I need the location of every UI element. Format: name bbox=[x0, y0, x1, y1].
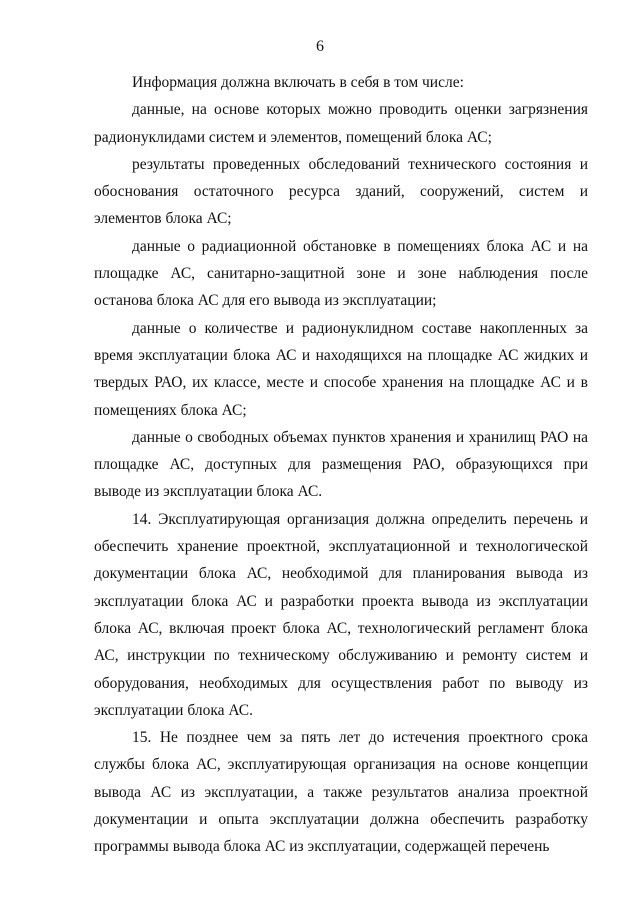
page-number: 6 bbox=[316, 38, 324, 55]
paragraph-clause-14: 14. Эксплуатирующая организация должна определить перечень и обеспечить хранение проектной, эксплуатационной и технологической документации блока АС, необходимой для планирования вывода из эксплуатации блока АС и разработки проекта вывода из эксплуатации блока АС, включая проект блока АС, технологический регламент блока АС, инструкции по техническому обслуживанию и ремонту систем и оборудования, необходимых для осуществления работ по выводу из эксплуатации блока АС. bbox=[94, 510, 588, 719]
document-body bbox=[94, 69, 588, 861]
paragraph-intro: Информация должна включать в себя в том числе: bbox=[132, 74, 464, 91]
paragraph-rao-quantity: данные о количестве и радионуклидном составе накопленных за время эксплуатации блока АС и находящихся на площадке АС жидких и твердых РАО, их классе, месте и способе хранения на площадке АС и в помещениях блока АС; bbox=[94, 319, 588, 419]
paragraph-contamination-data: данные, на основе которых можно проводить оценки загрязнения радионуклидами систем и элементов, помещений блока АС; bbox=[94, 101, 588, 146]
paragraph-rao-storage: данные о свободных объемах пунктов хранения и хранилищ РАО на площадке АС, доступных для размещения РАО, образующихся при выводе из эксплуатации блока АС. bbox=[94, 428, 588, 501]
paragraph-survey-results: результаты проведенных обследований технического состояния и обоснования остаточного ресурса зданий, сооружений, систем и элементов блока АС; bbox=[94, 155, 588, 228]
paragraph-radiation-situation: данные о радиационной обстановке в помещениях блока АС и на площадке АС, санитарно-защитной зоне и зоне наблюдения после останова блока АС для его вывода из эксплуатации; bbox=[94, 237, 588, 310]
paragraph-clause-15: 15. Не позднее чем за пять лет до истечения проектного срока службы блока АС, эксплуатирующая организация на основе концепции вывода АС из эксплуатации, а также результатов анализа проектной документации и опыта эксплуатации должна обеспечить разработку программы вывода блока АС из эксплуатации, содержащей перечень bbox=[94, 729, 588, 856]
